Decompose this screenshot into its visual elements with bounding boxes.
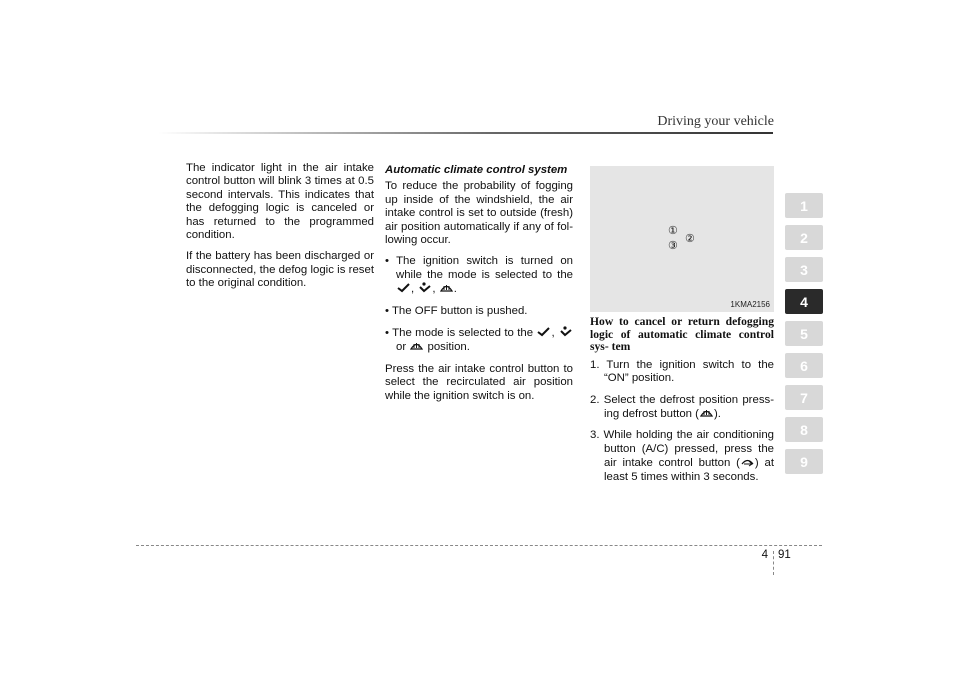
chapter-tab-7[interactable]: 7 (785, 385, 823, 410)
control-panel-figure (590, 166, 774, 312)
paragraph-battery-reset: If the battery has been discharged or disconnected, the defog logic is reset to the original condition. (186, 250, 374, 290)
chapter-tab-4[interactable]: 4 (785, 289, 823, 314)
bullet-ignition-text: The ignition switch is turned on while the mode is selected to the (396, 255, 573, 281)
step-2-end: ). (713, 408, 721, 420)
footer-page-number: 91 (778, 549, 791, 561)
bullet-mode-text: The mode is selected to the (392, 327, 534, 340)
step-3-text: 3. While holding the air conditioning button (A/C) pressed, press the air intake control button ( (590, 429, 774, 470)
chapter-tabs (785, 193, 823, 481)
defrost-icon (409, 340, 424, 351)
section-heading-auto-climate: Automatic climate control system (385, 164, 568, 176)
step-2-text: 2. Select the defrost position press- ing defrost button ( (590, 393, 774, 420)
header-rule (158, 132, 773, 134)
footer-chapter-number: 4 (761, 549, 768, 561)
column-3 (590, 316, 774, 492)
chapter-tab-2[interactable]: 2 (785, 225, 823, 250)
callout-2: ② (685, 233, 695, 245)
position-word: position. (427, 341, 470, 354)
separator: , (411, 283, 415, 296)
floor-defrost-mode-icon (417, 282, 432, 293)
period: . (453, 283, 457, 296)
column-2 (385, 164, 573, 411)
step-2 (590, 394, 774, 422)
footer-divider (773, 551, 774, 575)
paragraph-indicator-light: The indicator light in the air intake control button will blink 3 times at 0.5 second intervals. This indicates that the defogging logic is canceled or has returned to the programmed condition. (186, 162, 374, 242)
figure-caption: 1KMA2156 (730, 300, 770, 309)
floor-mode-icon (536, 326, 551, 337)
column-1 (186, 162, 374, 299)
step-3-end: ) at least 5 times within 3 seconds. (604, 457, 774, 483)
chapter-tab-9[interactable]: 9 (785, 449, 823, 474)
separator: , (432, 283, 436, 296)
bullet-off-button-text: The OFF button is pushed. (391, 304, 528, 317)
chapter-tab-3[interactable]: 3 (785, 257, 823, 282)
callout-3: ③ (668, 240, 678, 252)
chapter-tab-6[interactable]: 6 (785, 353, 823, 378)
page-header-title: Driving your vehicle (657, 114, 774, 129)
floor-mode-icon (396, 282, 411, 293)
chapter-tab-8[interactable]: 8 (785, 417, 823, 442)
chapter-tab-1[interactable]: 1 (785, 193, 823, 218)
callout-1: ① (668, 225, 678, 237)
paragraph-recirculate: Press the air intake control button to select the recirculated air position while the ignition switch is on. (385, 362, 573, 402)
step-3 (590, 429, 774, 484)
section-heading-cancel-defog: How to cancel or return defogging logic of automatic climate control sys- tem (590, 315, 774, 354)
bullet-mode-selected: • The mode is selected to the , or position. (385, 326, 573, 355)
step-1: 1. Turn the ignition switch to the “ON” position. (590, 358, 774, 385)
footer-rule (136, 545, 822, 546)
separator: , (551, 327, 555, 340)
or-word: or (396, 341, 407, 354)
bullet-off-button: • The OFF button is pushed. (385, 304, 528, 317)
paragraph-fogging-intro: To reduce the probability of fogging up inside of the windshield, the air intake control is set to outside (fresh) air position automatically if any of fol- lowing occur. (385, 180, 573, 247)
bullet-ignition: • The ignition switch is turned on while the mode is selected to the , , . (385, 255, 573, 296)
chapter-tab-5[interactable]: 5 (785, 321, 823, 346)
defrost-icon (699, 407, 714, 418)
floor-defrost-mode-icon (558, 326, 573, 337)
defrost-icon (439, 282, 454, 293)
air-intake-icon (740, 456, 755, 467)
